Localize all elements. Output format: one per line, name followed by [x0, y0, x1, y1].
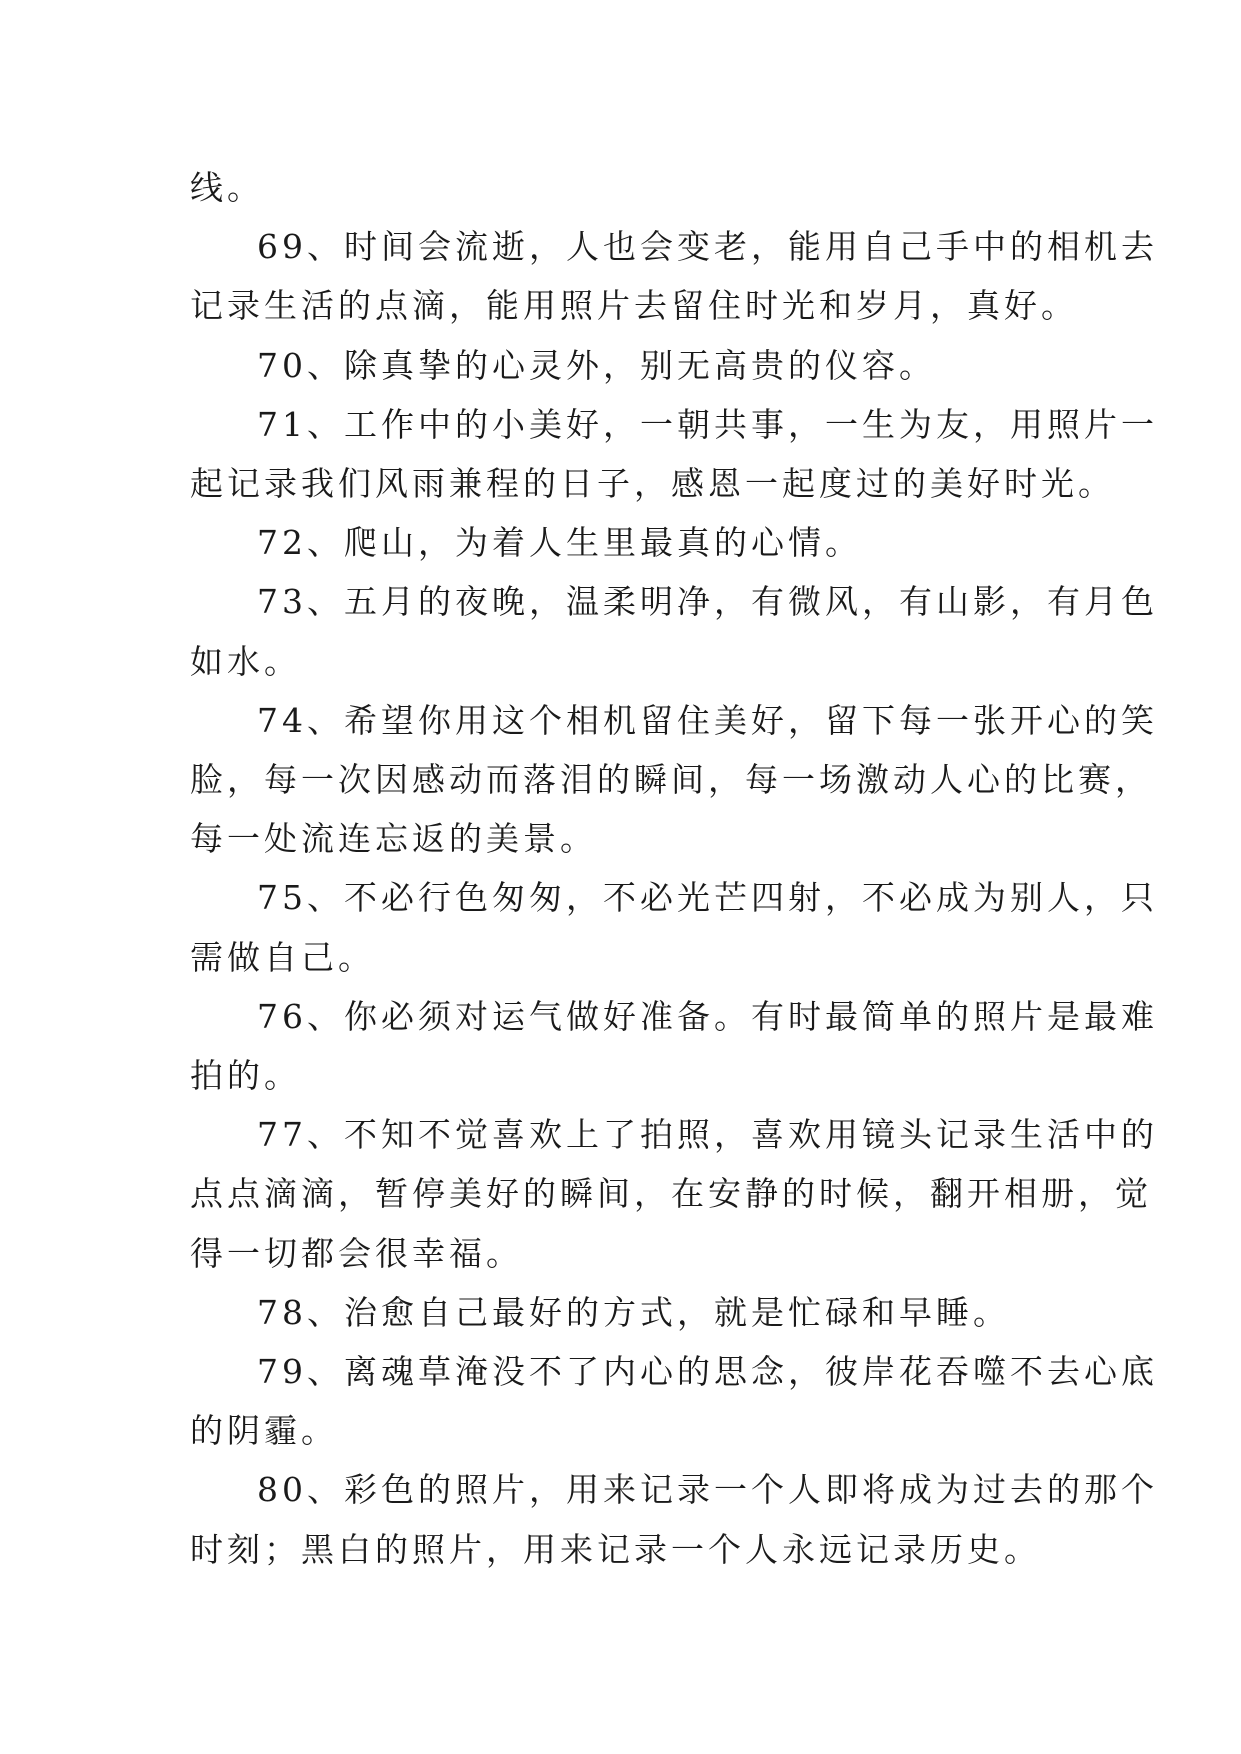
text-line: 记录生活的点滴，能用照片去留住时光和岁月，真好。: [190, 286, 1078, 326]
paragraph: [190, 987, 1158, 1105]
text-line: 脸，每一次因感动而落泪的瞬间，每一场激动人心的比赛，: [190, 760, 1152, 800]
paragraph: [190, 217, 1158, 335]
paragraph: [190, 1460, 1158, 1578]
text-line: 73、五月的夜晚，温柔明净，有微风，有山影，有月色: [257, 582, 1158, 622]
document-body: [190, 158, 1158, 1579]
text-line: 69、时间会流逝，人也会变老，能用自己手中的相机去: [257, 227, 1158, 267]
text-line: 77、不知不觉喜欢上了拍照，喜欢用镜头记录生活中的: [257, 1115, 1158, 1155]
text-line: 如水。: [190, 641, 301, 681]
text-line: 76、你必须对运气做好准备。有时最简单的照片是最难: [257, 996, 1158, 1036]
text-line: 拍的。: [190, 1056, 301, 1096]
text-line: 点点滴滴，暂停美好的瞬间，在安静的时候，翻开相册，觉: [190, 1174, 1152, 1214]
text-line: 线。: [190, 168, 264, 207]
text-line: 需做自己。: [190, 937, 375, 977]
text-line: 的阴霾。: [190, 1411, 338, 1451]
paragraph: [190, 513, 1070, 572]
text-line: 起记录我们风雨兼程的日子，感恩一起度过的美好时光。: [190, 464, 1115, 504]
paragraph: [190, 868, 1158, 986]
text-line: 74、希望你用这个相机留住美好，留下每一张开心的笑: [257, 700, 1158, 740]
paragraph: [190, 572, 1158, 690]
text-line: 78、治愈自己最好的方式，就是忙碌和早睡。: [257, 1292, 1010, 1332]
text-line: 72、爬山，为着人生里最真的心情。: [257, 523, 862, 563]
text-line: 75、不必行色匆匆，不必光芒四射，不必成为别人，只: [257, 878, 1158, 918]
text-line: 得一切都会很幸福。: [190, 1233, 523, 1273]
text-line: 70、除真挚的心灵外，别无高贵的仪容。: [257, 345, 936, 385]
paragraph: [190, 691, 1158, 869]
paragraph: [190, 1342, 1158, 1460]
text-line: 71、工作中的小美好，一朝共事，一生为友，用照片一: [257, 404, 1158, 444]
paragraph: [190, 336, 1070, 395]
paragraph: [190, 1105, 1158, 1283]
text-line: 80、彩色的照片，用来记录一个人即将成为过去的那个: [257, 1470, 1158, 1510]
text-line: 每一处流连忘返的美景。: [190, 819, 597, 859]
paragraph: [190, 1283, 1070, 1342]
paragraph: [190, 158, 1070, 217]
paragraph: [190, 395, 1158, 513]
text-line: 79、离魂草淹没不了内心的思念，彼岸花吞噬不去心底: [257, 1352, 1158, 1392]
text-line: 时刻；黑白的照片，用来记录一个人永远记录历史。: [190, 1529, 1041, 1569]
